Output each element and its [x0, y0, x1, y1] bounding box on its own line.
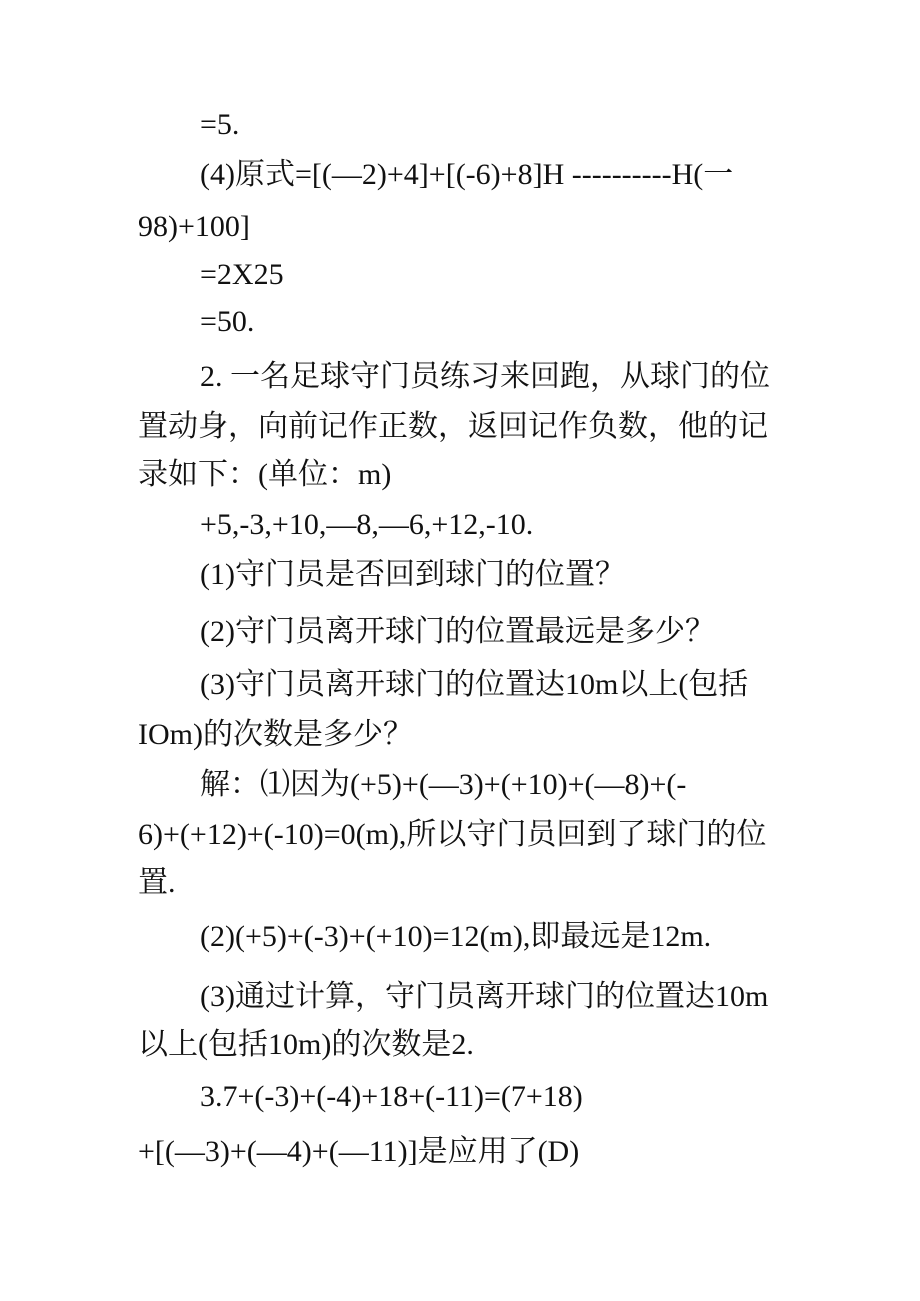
text-line-question2-body: 置动身，向前记作正数，返回记作负数，他的记 [138, 410, 768, 443]
text-line-question3-continued: +[(—3)+(—4)+(—11)]是应用了(D) [138, 1135, 580, 1168]
text-line-subquestion-3-continued: IOm)的次数是多少？ [138, 718, 413, 751]
text-line-part4-expression: (4)原式=[(—2)+4]+[(-6)+8]H ----------H(一 [200, 158, 734, 191]
text-line-solution-2: (2)(+5)+(-3)+(+10)=12(m),即最远是12m. [200, 920, 712, 953]
text-line-solution-1: 解：⑴因为(+5)+(—3)+(+10)+(—8)+(- [200, 768, 687, 801]
text-line-question2-intro: 2. 一名足球守门员练习来回跑，从球门的位 [200, 360, 770, 393]
text-line-result-5: =5. [200, 108, 240, 141]
text-line-solution-3-continued: 以上(包括10m)的次数是2. [138, 1028, 474, 1061]
text-line-records: +5,-3,+10,—8,—6,+12,-10. [200, 508, 534, 541]
text-line-subquestion-2: (2)守门员离开球门的位置最远是多少？ [200, 615, 715, 648]
text-line-2x25: =2X25 [200, 258, 284, 291]
text-line-subquestion-3: (3)守门员离开球门的位置达10m以上(包括 [200, 668, 749, 701]
text-line-subquestion-1: (1)守门员是否回到球门的位置？ [200, 558, 625, 591]
text-line-solution-3: (3)通过计算，守门员离开球门的位置达10m [200, 980, 769, 1013]
text-line-question2-unit: 录如下：(单位：m) [138, 458, 392, 491]
text-line-solution-1-continued: 6)+(+12)+(-10)=0(m),所以守门员回到了球门的位 [138, 818, 767, 851]
text-line-result-50: =50. [200, 305, 255, 338]
text-line-part4-continued: 98)+100] [138, 210, 250, 243]
text-line-solution-1-end: 置. [138, 866, 176, 899]
text-line-question3: 3.7+(-3)+(-4)+18+(-11)=(7+18) [200, 1080, 583, 1113]
